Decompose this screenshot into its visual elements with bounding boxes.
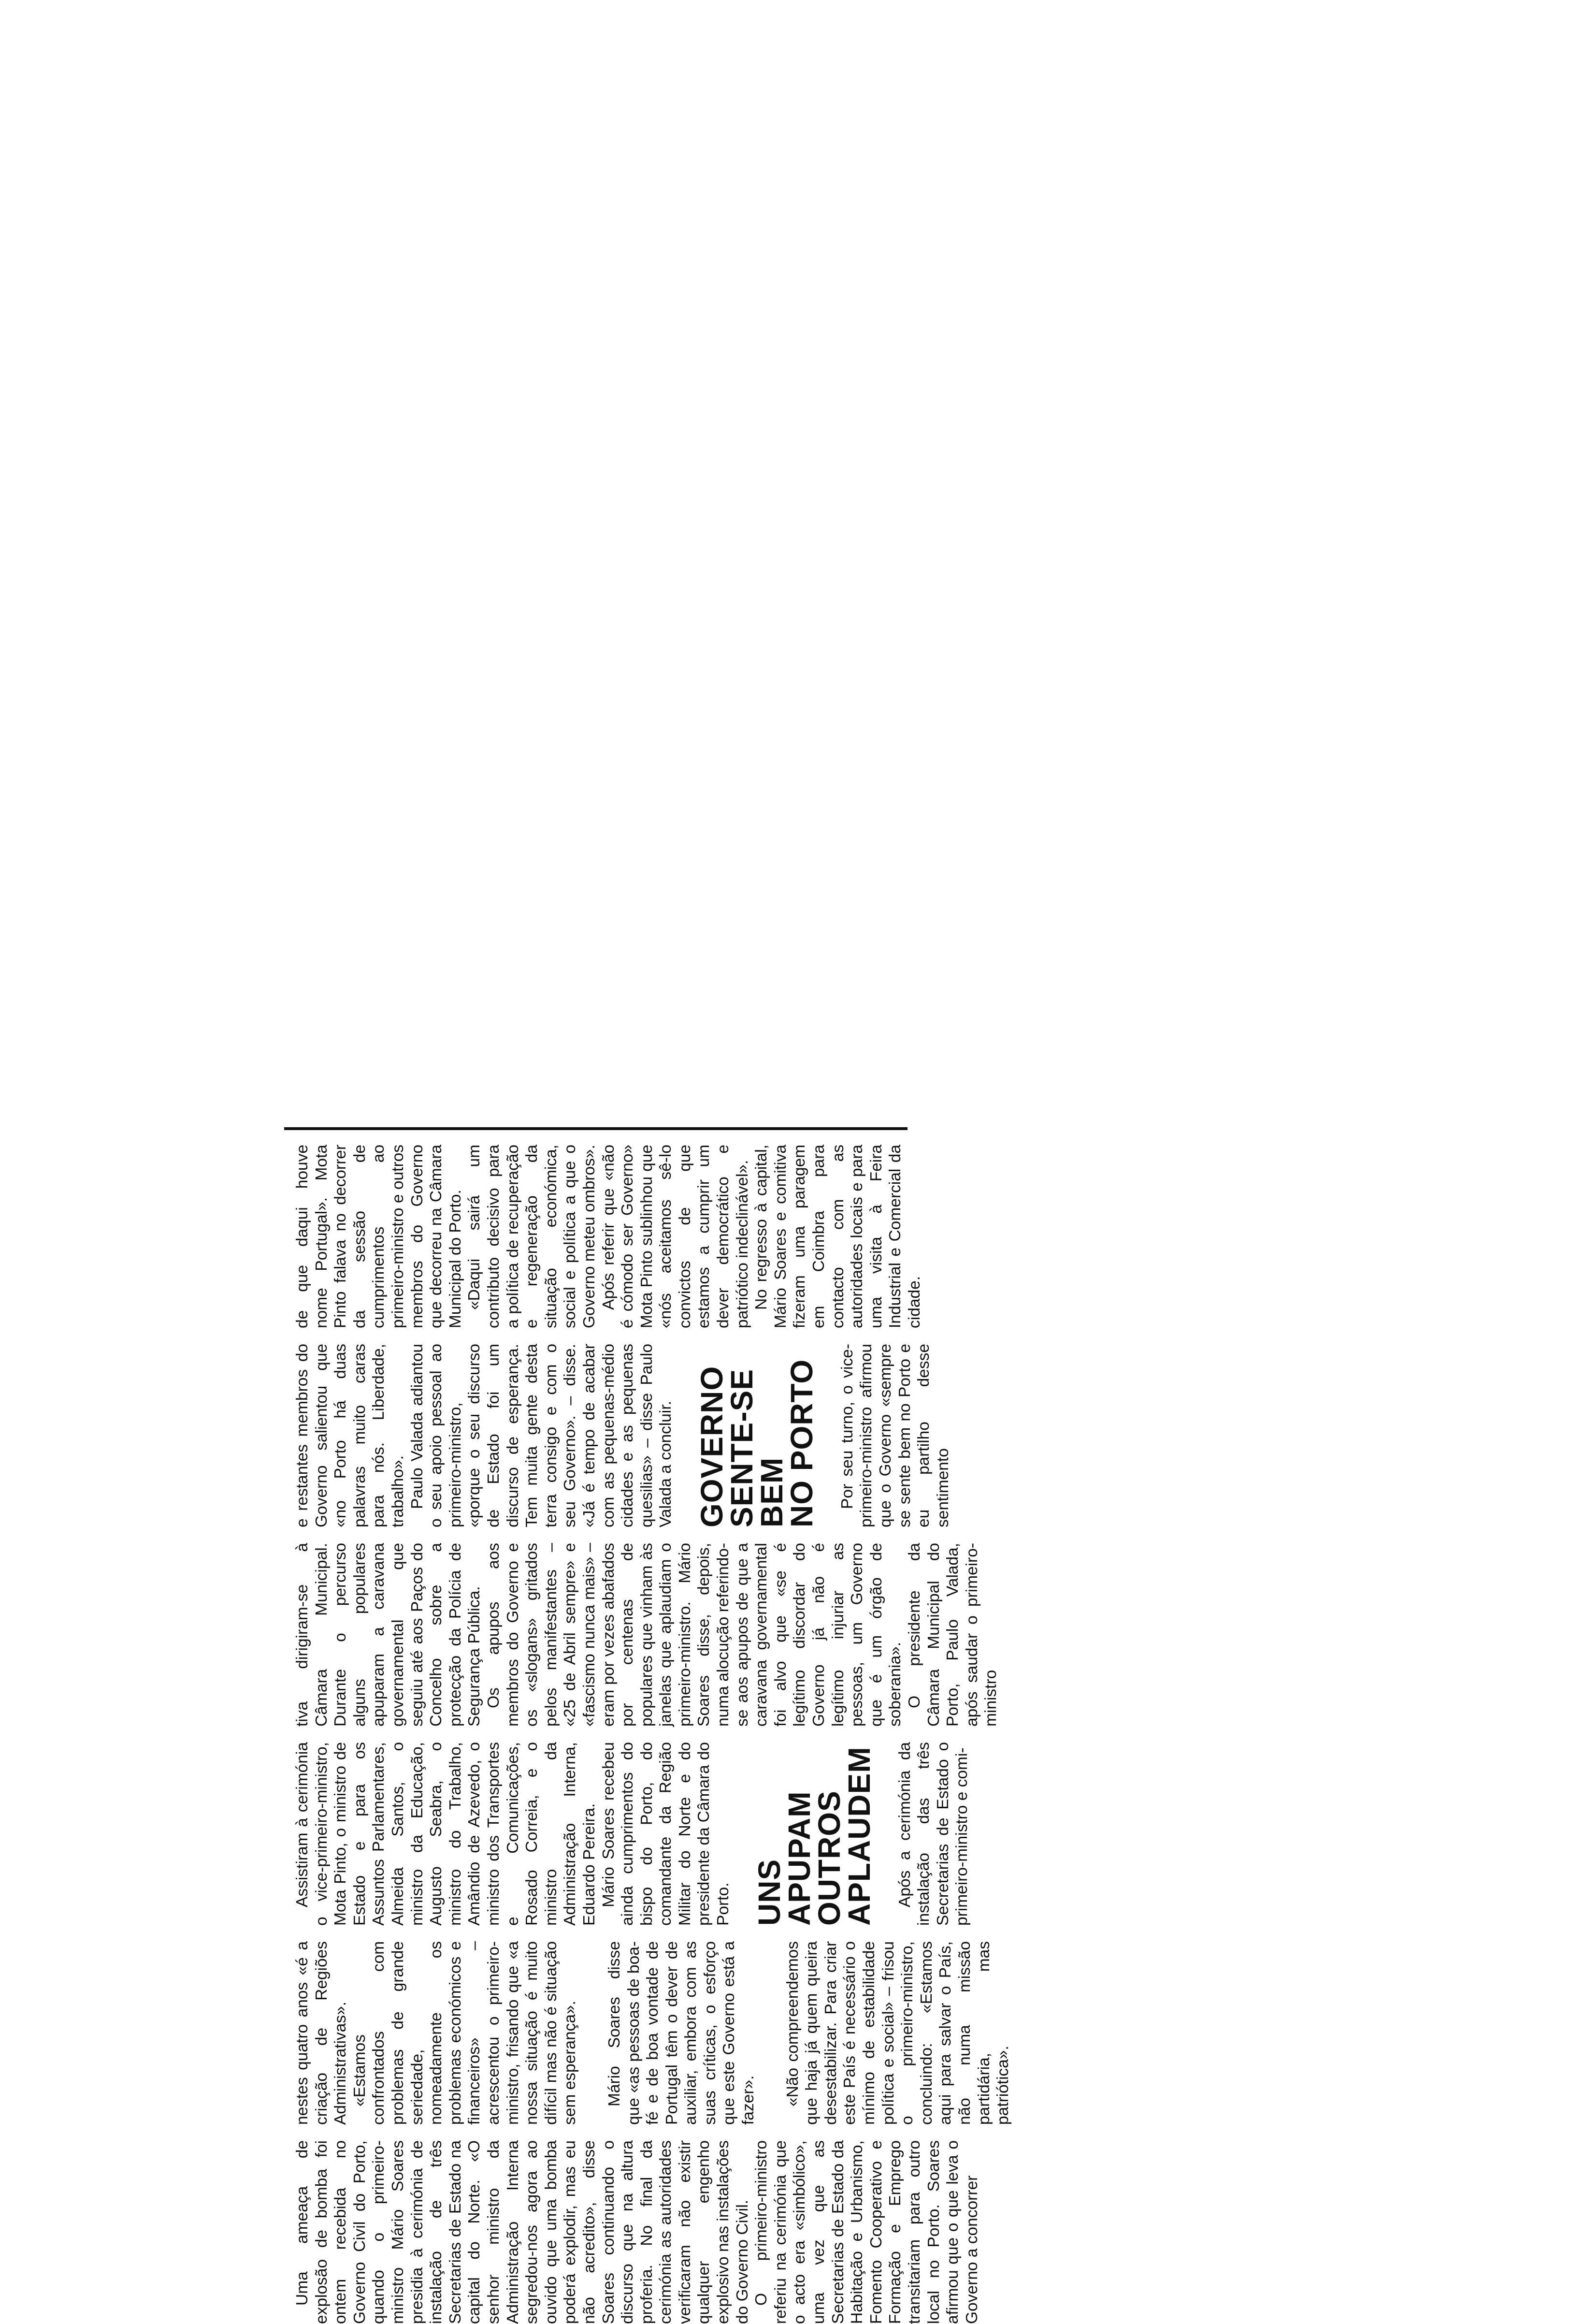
paragraph: Após a cerimónia da instalação das três Secretarias de Estado o primeiro-ministro e comi- (895, 1742, 971, 1926)
rotated-newspaper-article (293, 197, 1012, 2324)
paragraph: Os apupos aos membros do Governo e os «slogans» gritados pelos manifestantes – «25 de Abril sempre» e «fascismo nunca mais» – eram por vezes abafados por centenas de populares que vinham às janelas que aplaudiam o primeiro-ministro. Mário Soares disse, depois, numa alocução referindo-se aos apupos de que a caravana governamental foi alvo que «se é legítimo discordar do Governo já não é legítimo injuriar as pessoas, um Governo que é um órgão de soberania». (484, 1543, 905, 1727)
column-5 (293, 1344, 952, 1527)
paragraph: Paulo Valada adiantou o seu apoio pessoal ao primeiro-ministro, «porque o seu discurso de Estado foi um discurso de esperança. Tem muita gente desta terra consigo e com o seu Governo». – disse. «Já é tempo de acabar com as pequenas-médio cidades e as pequenas quesilias» – disse Paulo Valada a concluir. (408, 1344, 675, 1527)
column-divider-rule (284, 1127, 908, 1130)
paragraph: e restantes membros do Governo salientou que «no Porto há duas palavras muito caras para nós. Liberdade, trabalho». (293, 1344, 407, 1527)
paragraph: nestes quatro anos «é a criação de Regiões Administrativas». (293, 1941, 350, 2125)
paragraph: Por seu turno, o vice-primeiro-ministro afirmou que o Governo «sempre se sente bem no Porto e eu partilho desse sentimento (838, 1344, 952, 1527)
paragraph: Mário Soares recebeu ainda cumprimentos do bispo do Porto, do comandante da Região Militar do Norte e do presidente da Câmara do Porto. (599, 1742, 733, 1926)
paragraph: No regresso à capital, Mário Soares e comitiva fizeram uma paragem em Coimbra para contacto com as autoridades locais e para uma visita à Feira Industrial e Comercial da cidade. (752, 1145, 923, 1328)
paragraph: Uma ameaça de explosão de bomba foi ontem recebida no Governo Civil do Porto, quando o primeiro-ministro Mário Soares presidia à cerimónia de instalação de três Secretarias de Estado na capital do Norte. «O senhor ministro da Administração Interna segredou-nos agora ao ouvido que uma bomba poderá explodir, mas eu não acredito», disse Soares continuando o discurso que na altura proferia. No final da cerimónia as autoridades verificaram não existir qualquer engenho explosivo nas instalações do Governo Civil. (293, 2140, 751, 2324)
column-2 (293, 1941, 1013, 2125)
paragraph: Assistiram à cerimónia o vice-primeiro-ministro, Mota Pinto, o ministro de Estado e para os Assuntos Parlamentares, Almeida Santos, o ministro da Educação, Augusto Seabra, o ministro do Trabalho, Amândio de Azevedo, o ministro dos Transportes e Comunicações, Rosado Correia, e o ministro da Administração Interna, Eduardo Pereira. (293, 1742, 598, 1926)
column-3 (293, 1742, 972, 1926)
column-4 (293, 1543, 1001, 1727)
paragraph: «Não compreendemos que haja já quem queira desestabilizar. Para criar este País é necessário o mínimo de estabilidade política e social» – frisou o primeiro-ministro, concluindo: «Estamos aqui para salvar o País, não numa missão partidária, mas patriótica». (783, 1941, 1012, 2125)
column-6 (293, 1145, 924, 1328)
paragraph: O primeiro-ministro referiu na cerimónia que o acto era «simbólico», uma vez que as Secretarias de Estado da Habitação e Urbanismo, Fomento Cooperativo e Formação e Emprego transitariam para outro local no Porto. Soares afirmou que o que leva o Governo a concorrer (752, 2140, 981, 2324)
subheading-uns-apupam: UNS APUPAM OUTROS APLAUDEM (751, 1746, 877, 1926)
subheading-governo-sente-se-bem: GOVERNO SENTE-SE BEM NO PORTO (694, 1359, 819, 1527)
paragraph: de que daqui houve nome Portugal». Mota Pinto falava no decorrer da sessão de cumprimentos ao primeiro-ministro e outros membros do Governo que decorreu na Câmara Municipal do Porto. (293, 1145, 464, 1328)
paragraph: tiva dirigiram-se à Câmara Municipal. Durante o percurso alguns populares apuparam a caravana governamental que seguiu até aos Paços do Concelho sobre a protecção da Polícia de Segurança Pública. (293, 1543, 484, 1727)
column-1 (293, 2140, 981, 2324)
paragraph: Após referir que «não é cómodo ser Governo» Mota Pinto sublinhou que «nós aceitamos sê-lo convictos de que estamos a cumprir um dever democrático e patriótico indeclinável». (599, 1145, 751, 1328)
paragraph: O presidente da Câmara Municipal do Porto, Paulo Valada, após saudar o primeiro-ministro (906, 1543, 1000, 1727)
paragraph: «Daqui sairá um contributo decisivo para a política de recuperação e regeneração da situação económica, social e política a que o Governo meteu ombros». (465, 1145, 598, 1328)
paragraph: «Estamos confrontados com problemas de grande seriedade, nomeadamente os problemas económicos e financeiros» – acrescentou o primeiro-ministro, frisando que «a nossa situação é muito difícil mas não é situação sem esperança». (350, 1941, 579, 2125)
paragraph: Mário Soares disse que «as pessoas de boa-fé e de boa vontade de Portugal têm o dever de auxiliar, embora com as suas críticas, o esforço que este Governo está a fazer». (605, 1941, 758, 2125)
